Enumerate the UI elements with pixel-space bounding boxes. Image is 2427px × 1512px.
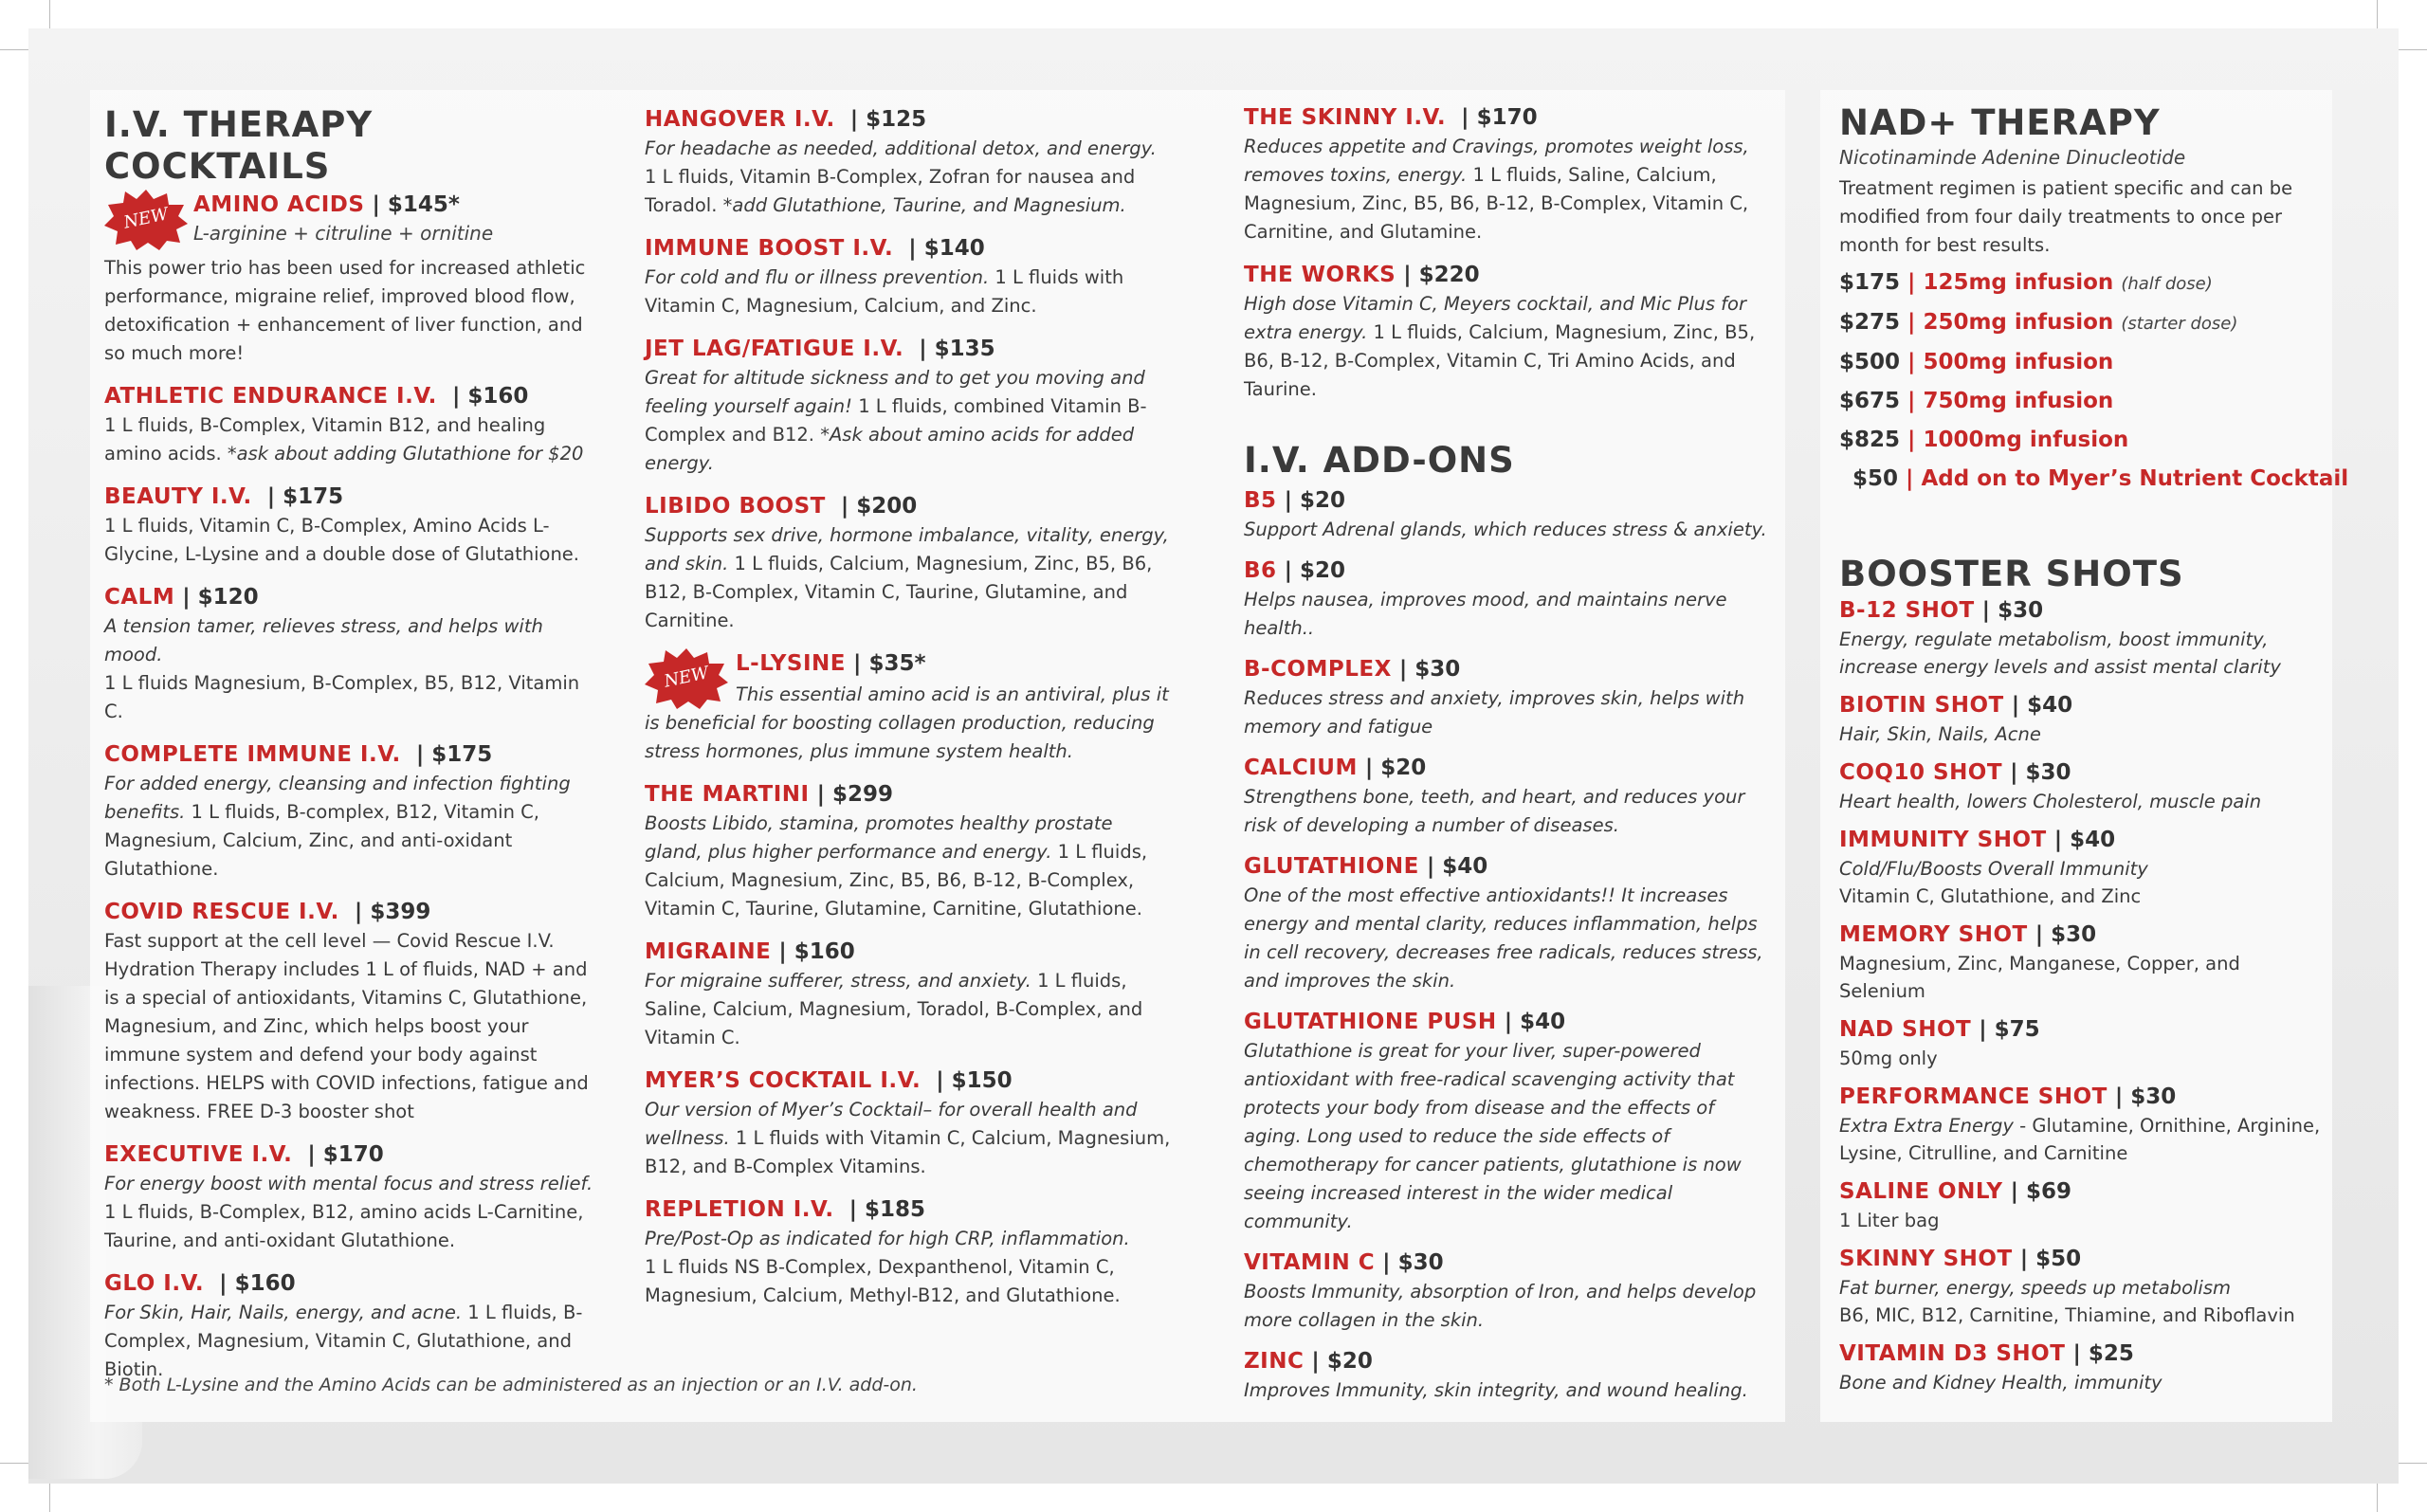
booster-contents: Magnesium, Zinc, Manganese, Copper, and Selenium bbox=[1839, 953, 2240, 1002]
separator: | bbox=[1426, 854, 1435, 879]
addon-description: Strengthens bone, teeth, and heart, and reduces your risk of developing a number of diseases. bbox=[1244, 786, 1745, 836]
addon-header bbox=[1244, 1346, 1775, 1376]
booster-contents: 1 Liter bag bbox=[1839, 1210, 1940, 1231]
booster-tagline: Bone and Kidney Health, immunity bbox=[1839, 1372, 2162, 1394]
booster-tagline: Extra Extra Energy bbox=[1839, 1115, 2014, 1137]
nad-price: $275 bbox=[1839, 310, 1901, 335]
item-description: 1 L fluids, Saline, Calcium, Magnesium, Zinc, B5, B6, B-12, B-Complex, Vitamin C, Carnitine, and Glutamine. bbox=[1244, 164, 1749, 243]
trim-mark bbox=[2399, 1463, 2427, 1464]
booster-price: $50 bbox=[2035, 1247, 2082, 1271]
booster-header bbox=[1839, 1339, 2323, 1369]
item-tagline: This essential amino acid is an antiviral, plus it is beneficial for boosting collagen production, reducing stress hormones, plus immune system health. bbox=[645, 683, 1169, 762]
nad-price: $825 bbox=[1839, 428, 1901, 452]
separator: | bbox=[2053, 828, 2063, 852]
booster-tagline: Energy, regulate metabolism, boost immunity, increase energy levels and assist mental clarity bbox=[1839, 628, 2281, 678]
nad-dose: 250mg infusion bbox=[1923, 310, 2114, 335]
item-amino-acids: NEW AMINO ACIDS | $145* L-arginine + citruline + ornitine This power trio has been used for increased athletic performance, migraine relief, improved blood flow, detoxification + enhancement of liver function, and so much more! bbox=[104, 190, 597, 368]
item-hangover: HANGOVER I.V. | $125 For headache as needed, additional detox, and energy. 1 L fluids, Vitamin B-Complex, Zofran for nausea and Toradol. *add Glutathione, Taurine, and Magnesium. bbox=[645, 104, 1176, 220]
addon-item bbox=[1244, 1248, 1775, 1335]
separator: | bbox=[2035, 922, 2044, 947]
item-covid-rescue: COVID RESCUE I.V. | $399 Fast support at the cell level — Covid Rescue I.V. Hydration Therapy includes 1 L of fluids, NAD + and is a special of antioxidants, Vitamins C, Glutathione, Magnesium, and Zinc, which helps boost your immune system and defend your body against infections. HELPS with COVID infections, fatigue and weakness. FREE D-3 booster shot bbox=[104, 897, 597, 1126]
item-description: 1 L fluids with Vitamin C, Magnesium, Calcium, and Zinc. bbox=[645, 266, 1124, 317]
item-l-lysine: NEW L-LYSINE | $35* This essential amino acid is an antiviral, plus it is beneficial for boosting collagen production, reducing stress hormones, plus immune system health. bbox=[645, 648, 1176, 766]
separator: | bbox=[1979, 1017, 1987, 1042]
booster-description bbox=[1839, 1112, 2323, 1167]
item-description: 1 L fluids, B-Complex, Magnesium, Vitamin C, Glutathione, and Biotin. bbox=[104, 1302, 583, 1380]
booster-item bbox=[1839, 1082, 2323, 1167]
section-title-cocktails: I.V. THERAPY COCKTAILS bbox=[104, 104, 374, 187]
nad-subtitle: Nicotinaminde Adenine Dinucleotide bbox=[1839, 146, 2186, 169]
section-title-addons: I.V. ADD-ONS bbox=[1244, 440, 1515, 481]
item-note: *Ask about amino acids for added energy. bbox=[645, 424, 1135, 474]
booster-item bbox=[1839, 1014, 2323, 1072]
nad-price-row bbox=[1839, 382, 2323, 421]
booster-description bbox=[1839, 1274, 2323, 1329]
item-tagline: A tension tamer, relieves stress, and helps with mood. bbox=[104, 615, 543, 665]
separator: | bbox=[1907, 428, 1916, 452]
item-tagline: For added energy, cleansing and infection fighting benefits. bbox=[104, 773, 571, 823]
separator: | bbox=[2114, 1084, 2124, 1109]
separator: | bbox=[1981, 598, 1991, 623]
booster-name: B-12 SHOT bbox=[1839, 598, 1975, 623]
addon-header bbox=[1244, 485, 1775, 516]
booster-price: $25 bbox=[2088, 1341, 2134, 1366]
item-tagline: Pre/Post-Op as indicated for high CRP, inflammation. bbox=[645, 1228, 1130, 1249]
item-description: 1 L fluids, B-complex, B12, Vitamin C, Magnesium, Calcium, Zinc, and anti-oxidant Glutathione. bbox=[104, 801, 539, 880]
booster-tagline: Hair, Skin, Nails, Acne bbox=[1839, 723, 2041, 745]
item-description: 1 L fluids, Calcium, Magnesium, Zinc, B5, B6, B12, B-Complex, Vitamin C, Taurine, Glutamine, and Carnitine. bbox=[645, 553, 1153, 631]
booster-name: SALINE ONLY bbox=[1839, 1179, 2003, 1204]
addon-item bbox=[1244, 654, 1775, 741]
nad-price-row bbox=[1839, 264, 2323, 303]
booster-tagline: Fat burner, energy, speeds up metabolism bbox=[1839, 1277, 2232, 1299]
booster-contents: 50mg only bbox=[1839, 1047, 1938, 1069]
item-complete-immune: COMPLETE IMMUNE I.V. | $175 For added energy, cleansing and infection fighting benefits. 1 L fluids, B-complex, B12, Vitamin C, Magnesium, Calcium, Zinc, and anti-oxidant Glutathione. bbox=[104, 742, 571, 880]
booster-price: $30 bbox=[2025, 760, 2071, 785]
booster-header bbox=[1839, 1176, 2323, 1207]
item-repletion: REPLETION I.V. | $185 Pre/Post-Op as indicated for high CRP, inflammation. 1 L fluids NS B-Complex, Dexpanthenol, Vitamin C, Magnesium, Calcium, Methyl-B12, and Glutathione. bbox=[645, 1194, 1176, 1310]
separator: | bbox=[1504, 1010, 1513, 1034]
item-description: 1 L fluids, B-Complex, B12, amino acids L-Carnitine, Taurine, and anti-oxidant Glutathione. bbox=[104, 1201, 584, 1251]
nad-price: $675 bbox=[1839, 389, 1901, 413]
booster-header bbox=[1839, 825, 2323, 855]
nad-price-list bbox=[1839, 264, 2349, 499]
booster-name: SKINNY SHOT bbox=[1839, 1247, 2013, 1271]
item-description: 1 L fluids, Saline, Calcium, Magnesium, Toradol, B-Complex, and Vitamin C. bbox=[645, 970, 1143, 1048]
item-tagline: Supports sex drive, hormone imbalance, vitality, energy, and skin. bbox=[645, 524, 1169, 574]
item-description: 1 L fluids with Vitamin C, Calcium, Magnesium, B12, and B-Complex Vitamins. bbox=[645, 1127, 1171, 1177]
booster-description bbox=[1839, 626, 2323, 681]
new-badge-icon: NEW bbox=[104, 190, 188, 250]
separator: | bbox=[1907, 310, 1916, 335]
addon-header bbox=[1244, 1007, 1775, 1037]
nad-qualifier: (starter dose) bbox=[2121, 314, 2238, 334]
addon-name: B-COMPLEX bbox=[1244, 657, 1392, 682]
trim-mark bbox=[49, 0, 50, 28]
booster-item bbox=[1839, 1176, 2323, 1234]
item-description: This power trio has been used for increased athletic performance, migraine relief, improved blood flow, detoxification + enhancement of liver function, and so much more! bbox=[104, 257, 586, 364]
section-title-boosters: BOOSTER SHOTS bbox=[1839, 554, 2184, 594]
booster-contents: B6, MIC, B12, Carnitine, Thiamine, and Riboflavin bbox=[1839, 1304, 2295, 1326]
addon-price: $20 bbox=[1299, 488, 1345, 513]
item-migraine: MIGRAINE | $160 For migraine sufferer, stress, and anxiety. 1 L fluids, Saline, Calcium, Magnesium, Toradol, B-Complex, and Vitamin C. bbox=[645, 939, 1143, 1048]
booster-name: VITAMIN D3 SHOT bbox=[1839, 1341, 2066, 1366]
nad-price-row bbox=[1839, 343, 2323, 382]
addon-name: VITAMIN C bbox=[1244, 1250, 1376, 1275]
item-libido-boost: LIBIDO BOOST | $200 Supports sex drive, hormone imbalance, vitality, energy, and skin. 1 L fluids, Calcium, Magnesium, Zinc, B5, B6, B12, B-Complex, Vitamin C, Taurine, Glutamine, and Carnitine. bbox=[645, 494, 1169, 631]
column-nad-boosters bbox=[1839, 102, 2349, 1396]
booster-name: IMMUNITY SHOT bbox=[1839, 828, 2047, 852]
footnote: * Both L-Lysine and the Amino Acids can be administered as an injection or an I.V. add-on. bbox=[104, 1375, 918, 1395]
booster-name: NAD SHOT bbox=[1839, 1017, 1972, 1042]
column-cocktails-2 bbox=[645, 104, 1176, 1310]
booster-name: MEMORY SHOT bbox=[1839, 922, 2028, 947]
section-title-nad: NAD+ THERAPY bbox=[1839, 102, 2161, 143]
nad-price-row bbox=[1839, 460, 2349, 499]
booster-price: $69 bbox=[2026, 1179, 2072, 1204]
booster-contents: - Glutamine, Ornithine, Arginine, Lysine, Citrulline, and Carnitine bbox=[1839, 1115, 2321, 1164]
addon-price: $30 bbox=[1414, 657, 1461, 682]
nad-price-row bbox=[1839, 303, 2323, 343]
item-description: 1 L fluids, Vitamin C, B-Complex, Amino Acids L-Glycine, L-Lysine and a double dose of Glutathione. bbox=[104, 515, 580, 565]
booster-item bbox=[1839, 1339, 2323, 1396]
trim-mark bbox=[2377, 1484, 2378, 1512]
booster-tagline: Heart health, lowers Cholesterol, muscle pain bbox=[1839, 791, 2262, 812]
addon-item bbox=[1244, 851, 1775, 995]
booster-item bbox=[1839, 1244, 2323, 1329]
addon-price: $20 bbox=[1380, 756, 1427, 780]
item-the-works: THE WORKS | $220 High dose Vitamin C, Meyers cocktail, and Mic Plus for extra energy. 1 L fluids, Calcium, Magnesium, Zinc, B5, B6, B-12, B-Complex, Vitamin C, Tri Amino Acids, and Taurine. bbox=[1244, 263, 1756, 400]
item-tagline: Boosts Libido, stamina, promotes healthy prostate gland, plus higher performance and energy. bbox=[645, 812, 1113, 863]
booster-item bbox=[1839, 595, 2323, 681]
addon-name: B6 bbox=[1244, 558, 1277, 583]
booster-name: PERFORMANCE SHOT bbox=[1839, 1084, 2108, 1109]
booster-description bbox=[1839, 1045, 2323, 1072]
booster-header bbox=[1839, 757, 2323, 788]
nad-dose: 125mg infusion bbox=[1923, 270, 2114, 295]
booster-price: $30 bbox=[1998, 598, 2044, 623]
addon-header bbox=[1244, 1248, 1775, 1278]
booster-description bbox=[1839, 950, 2323, 1005]
separator: | bbox=[2011, 693, 2020, 718]
addon-price: $20 bbox=[1326, 1349, 1373, 1374]
item-description: 1 L fluids, Vitamin B-Complex, Zofran for nausea and Toradol. bbox=[645, 166, 1136, 216]
item-description: 1 L fluids, B-Complex, Vitamin B12, and healing amino acids. bbox=[104, 414, 546, 465]
separator: | bbox=[1398, 657, 1408, 682]
separator: | bbox=[1311, 1349, 1320, 1374]
booster-item bbox=[1839, 757, 2323, 815]
separator: | bbox=[2010, 1179, 2018, 1204]
nad-dose: Add on to Myer’s Nutrient Cocktail bbox=[1921, 466, 2349, 491]
item-glo: GLO I.V. | $160 For Skin, Hair, Nails, energy, and acne. 1 L fluids, B-Complex, Magnesium, Vitamin C, Glutathione, and Biotin. bbox=[104, 1271, 583, 1380]
addon-header bbox=[1244, 654, 1775, 684]
addon-price: $20 bbox=[1299, 558, 1345, 583]
booster-description bbox=[1839, 1369, 2323, 1396]
item-subtitle: L-arginine + citruline + ornitine bbox=[193, 222, 494, 245]
item-jet-lag: JET LAG/FATIGUE I.V. | $135 Great for altitude sickness and to get you moving and feeling yourself again! 1 L fluids, combined Vitamin B-Complex and B12. *Ask about amino acids for added energy. bbox=[645, 337, 1147, 474]
separator: | bbox=[1284, 558, 1292, 583]
addon-name: GLUTATHIONE bbox=[1244, 854, 1419, 879]
column-cocktails-3 bbox=[1244, 102, 1775, 1405]
nad-description: Treatment regimen is patient specific and can be modified from four daily treatments to once per month for best results. bbox=[1839, 177, 2293, 256]
nad-dose: 750mg infusion bbox=[1923, 389, 2114, 413]
item-tagline: Great for altitude sickness and to get you moving and feeling yourself again! bbox=[645, 367, 1145, 417]
separator: | bbox=[2072, 1341, 2081, 1366]
item-immune-boost: IMMUNE BOOST I.V. | $140 For cold and flu or illness prevention. 1 L fluids with Vitamin C, Magnesium, Calcium, and Zinc. bbox=[645, 236, 1124, 317]
separator: | bbox=[1907, 389, 1916, 413]
trim-mark bbox=[0, 49, 28, 50]
addon-description: Reduces stress and anxiety, improves skin, helps with memory and fatigue bbox=[1244, 687, 1745, 738]
item-tagline: For Skin, Hair, Nails, energy, and acne. bbox=[104, 1302, 463, 1323]
trim-mark bbox=[49, 1484, 50, 1512]
item-tagline: For energy boost with mental focus and stress relief. bbox=[104, 1173, 593, 1194]
addons-list bbox=[1244, 485, 1775, 1405]
booster-description bbox=[1839, 855, 2323, 910]
addon-name: GLUTATHIONE PUSH bbox=[1244, 1010, 1497, 1034]
item-description: 1 L fluids, Calcium, Magnesium, Zinc, B5, B6, B-12, B-Complex, Vitamin C, Taurine, Glutamine, Carnitine, Glutathione. bbox=[645, 841, 1148, 920]
item-description: 1 L fluids NS B-Complex, Dexpanthenol, Vitamin C, Magnesium, Calcium, Methyl-B12, and Glutathione. bbox=[645, 1256, 1121, 1306]
item-tagline: For headache as needed, additional detox, and energy. bbox=[645, 137, 1157, 159]
separator: | bbox=[1284, 488, 1292, 513]
separator: | bbox=[1907, 270, 1916, 295]
booster-price: $30 bbox=[2051, 922, 2097, 947]
addon-name: ZINC bbox=[1244, 1349, 1305, 1374]
item-description: 1 L fluids, combined Vitamin B-Complex and B12. bbox=[645, 395, 1147, 446]
separator: | bbox=[2019, 1247, 2029, 1271]
item-description: 1 L fluids Magnesium, B-Complex, B5, B12, Vitamin C. bbox=[104, 672, 580, 722]
item-beauty: BEAUTY I.V. | $175 1 L fluids, Vitamin C, B-Complex, Amino Acids L-Glycine, L-Lysine and a double dose of Glutathione. bbox=[104, 482, 597, 569]
addon-header bbox=[1244, 556, 1775, 586]
addon-header bbox=[1244, 851, 1775, 882]
addon-price: $40 bbox=[1442, 854, 1488, 879]
nad-price-row bbox=[1839, 421, 2323, 460]
booster-item bbox=[1839, 825, 2323, 910]
trim-mark bbox=[2399, 49, 2427, 50]
booster-tagline: Cold/Flu/Boosts Overall Immunity bbox=[1839, 858, 2148, 880]
nad-dose: 500mg infusion bbox=[1923, 350, 2114, 374]
booster-header bbox=[1839, 920, 2323, 950]
nad-price: $500 bbox=[1839, 350, 1901, 374]
booster-header bbox=[1839, 1014, 2323, 1045]
item-myers-cocktail: MYER’S COCKTAIL I.V. | $150 Our version of Myer’s Cocktail– for overall health and wellness. 1 L fluids with Vitamin C, Calcium, Magnesium, B12, and B-Complex Vitamins. bbox=[645, 1068, 1171, 1177]
item-martini: THE MARTINI | $299 Boosts Libido, stamina, promotes healthy prostate gland, plus higher performance and energy. 1 L fluids, Calcium, Magnesium, Zinc, B5, B6, B-12, B-Complex, Vitamin C, Taurine, Glutamine, Carnitine, Glutathione. bbox=[645, 782, 1148, 920]
item-tagline: For cold and flu or illness prevention. bbox=[645, 266, 990, 288]
addon-header bbox=[1244, 753, 1775, 783]
item-note: *add Glutathione, Taurine, and Magnesium. bbox=[722, 194, 1126, 216]
booster-header bbox=[1839, 690, 2323, 720]
nad-qualifier: (half dose) bbox=[2121, 274, 2213, 294]
separator: | bbox=[1906, 466, 1914, 491]
booster-description bbox=[1839, 720, 2323, 748]
booster-name: COQ10 SHOT bbox=[1839, 760, 2003, 785]
separator: | bbox=[1382, 1250, 1391, 1275]
item-tagline: High dose Vitamin C, Meyers cocktail, and Mic Plus for extra energy. bbox=[1244, 293, 1746, 343]
booster-list bbox=[1839, 595, 2323, 1396]
addon-name: CALCIUM bbox=[1244, 756, 1358, 780]
item-name: AMINO ACIDS bbox=[193, 192, 365, 217]
booster-description bbox=[1839, 788, 2323, 815]
item-note: *ask about adding Glutathione for $20 bbox=[227, 443, 584, 465]
nad-dose: 1000mg infusion bbox=[1923, 428, 2129, 452]
separator: | bbox=[2010, 760, 2018, 785]
booster-item bbox=[1839, 690, 2323, 748]
booster-price: $40 bbox=[2027, 693, 2073, 718]
nad-price: $175 bbox=[1839, 270, 1901, 295]
item-description: 1 L fluids, Calcium, Magnesium, Zinc, B5, B6, B-12, B-Complex, Vitamin C, Tri Amino Acids, and Taurine. bbox=[1244, 321, 1756, 400]
item-description: Fast support at the cell level — Covid Rescue I.V. Hydration Therapy includes 1 L of fluids, NAD + and is a special of antioxidants, Vitamins C, Glutathione, Magnesium, and Zinc, which helps boost your immune system and defend your body against infections. HELPS with COVID infections, fatigue and weakness. FREE D-3 booster shot bbox=[104, 930, 589, 1122]
item-price: $145* bbox=[387, 192, 460, 217]
nad-price: $50 bbox=[1852, 466, 1899, 491]
addon-item bbox=[1244, 1007, 1775, 1236]
booster-item bbox=[1839, 920, 2323, 1005]
addon-description: Glutathione is great for your liver, super-powered antioxidant with free-radical scavenging activity that protects your body from disease and the effects of aging. Long used to reduce the side effects of chemotherapy for cancer patients, glutathione is now seeing increased interest in the wider medical community. bbox=[1244, 1040, 1742, 1232]
item-athletic-endurance: ATHLETIC ENDURANCE I.V. | $160 1 L fluids, B-Complex, Vitamin B12, and healing amino acids. *ask about adding Glutathione for $20 bbox=[104, 384, 584, 465]
booster-description bbox=[1839, 1207, 2323, 1234]
addon-name: B5 bbox=[1244, 488, 1277, 513]
new-badge-icon: NEW bbox=[645, 648, 728, 709]
addon-description: Support Adrenal glands, which reduces stress & anxiety. bbox=[1244, 519, 1767, 540]
booster-header bbox=[1839, 1082, 2323, 1112]
addon-item bbox=[1244, 485, 1775, 544]
addon-item bbox=[1244, 1346, 1775, 1405]
trim-mark bbox=[2377, 0, 2378, 28]
separator: | bbox=[1907, 350, 1916, 374]
booster-price: $75 bbox=[1994, 1017, 2040, 1042]
booster-header bbox=[1839, 1244, 2323, 1274]
column-cocktails-1 bbox=[104, 104, 597, 1384]
addon-price: $30 bbox=[1397, 1250, 1444, 1275]
item-tagline: For migraine sufferer, stress, and anxiety. bbox=[645, 970, 1031, 992]
addon-description: Boosts Immunity, absorption of Iron, and helps develop more collagen in the skin. bbox=[1244, 1281, 1757, 1331]
booster-price: $30 bbox=[2130, 1084, 2177, 1109]
booster-name: BIOTIN SHOT bbox=[1839, 693, 2004, 718]
item-tagline: Our version of Myer’s Cocktail– for overall health and wellness. bbox=[645, 1099, 1138, 1149]
addon-item bbox=[1244, 556, 1775, 643]
booster-contents: Vitamin C, Glutathione, and Zinc bbox=[1839, 885, 2142, 907]
item-executive: EXECUTIVE I.V. | $170 For energy boost with mental focus and stress relief. 1 L fluids, B-Complex, B12, amino acids L-Carnitine, Taurine, and anti-oxidant Glutathione. bbox=[104, 1139, 597, 1255]
trim-mark bbox=[0, 1463, 28, 1464]
item-skinny: THE SKINNY I.V. | $170 Reduces appetite and Cravings, promotes weight loss, removes toxins, energy. 1 L fluids, Saline, Calcium, Magnesium, Zinc, B5, B6, B-12, B-Complex, Vitamin C, Carnitine, and Glutamine. bbox=[1244, 105, 1749, 243]
addon-price: $40 bbox=[1520, 1010, 1566, 1034]
booster-price: $40 bbox=[2070, 828, 2116, 852]
booster-header bbox=[1839, 595, 2323, 626]
addon-description: Improves Immunity, skin integrity, and wound healing. bbox=[1244, 1379, 1748, 1401]
addon-description: One of the most effective antioxidants!! It increases energy and mental clarity, reduces inflammation, helps in cell recovery, decreases free radicals, reduces stress, and improves the skin. bbox=[1244, 884, 1763, 992]
addon-item bbox=[1244, 753, 1775, 840]
item-tagline: Reduces appetite and Cravings, promotes weight loss, removes toxins, energy. bbox=[1244, 136, 1749, 186]
separator: | bbox=[1364, 756, 1374, 780]
item-calm: CALM | $120 A tension tamer, relieves stress, and helps with mood. 1 L fluids Magnesium, B-Complex, B5, B12, Vitamin C. bbox=[104, 582, 597, 726]
addon-description: Helps nausea, improves mood, and maintains nerve health.. bbox=[1244, 589, 1727, 639]
